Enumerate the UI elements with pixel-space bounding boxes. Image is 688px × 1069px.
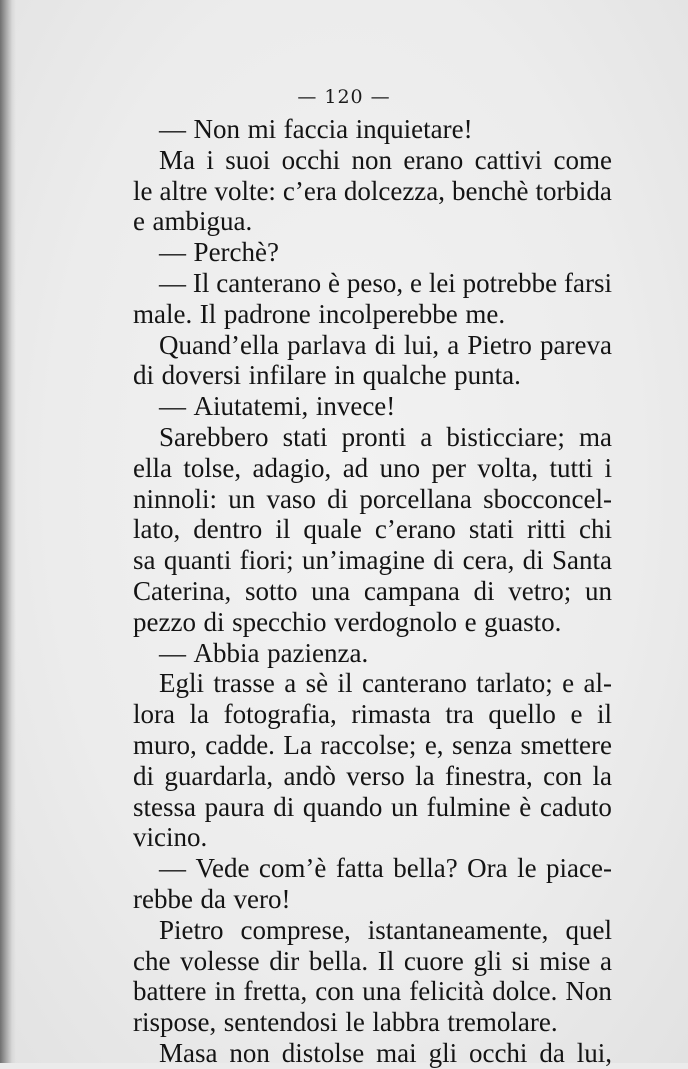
word: muro, (133, 729, 197, 760)
word: Ora (467, 853, 508, 884)
word: mai (376, 1037, 417, 1068)
word: ambigua. (152, 206, 253, 237)
word: di (433, 545, 455, 576)
text-line (133, 114, 612, 145)
word: a (447, 329, 460, 360)
word: a (599, 945, 612, 976)
word: sè (305, 668, 329, 699)
word: ma (578, 421, 612, 452)
word: — (159, 237, 186, 268)
word: Pietro (467, 329, 532, 360)
word: fiori; (239, 545, 294, 576)
word: quel (565, 914, 612, 945)
word: non (229, 1037, 270, 1068)
word: ad (342, 452, 369, 483)
word: mise (539, 945, 591, 976)
word: ella (133, 452, 172, 483)
word: non (351, 144, 392, 175)
word: di (473, 575, 495, 606)
word: vetro; (508, 575, 572, 606)
word: andò (283, 760, 336, 791)
word: è (328, 267, 340, 298)
word: le (517, 853, 537, 884)
word: e (409, 267, 422, 298)
word: i (604, 452, 612, 483)
text-line (133, 1038, 612, 1069)
word: sentendosi (223, 1007, 338, 1038)
word: Vede (195, 853, 250, 884)
word: porcellana (359, 483, 472, 514)
word: cera, (462, 545, 515, 576)
word: di (203, 606, 225, 637)
word: rebbe (133, 883, 193, 914)
text-line (133, 422, 612, 453)
word: e, (424, 729, 444, 760)
word: volta, (477, 452, 539, 483)
word: Perchè? (193, 237, 279, 268)
word: vero! (233, 883, 291, 914)
word: campana (363, 575, 460, 606)
word: lei (428, 267, 456, 298)
word: felicità (409, 976, 485, 1007)
word: cadde. (205, 729, 275, 760)
word: bella? (393, 853, 458, 884)
word: da (539, 1037, 565, 1068)
word: è (519, 791, 532, 822)
word: volte: (214, 175, 276, 206)
word: parlava (287, 329, 367, 360)
word: labbra (372, 1007, 440, 1038)
word: rispose, (133, 1007, 217, 1038)
text-line (133, 853, 612, 884)
text-line (133, 822, 612, 853)
word: Pietro (159, 914, 224, 945)
text-line (133, 576, 612, 607)
word: — (159, 114, 186, 144)
text-line (133, 299, 612, 330)
word: Egli (159, 668, 204, 699)
word: lora (133, 699, 175, 730)
word: stessa (133, 791, 196, 822)
text-line (133, 638, 612, 669)
word: potrebbe (462, 267, 558, 298)
word: fretta, (243, 976, 308, 1007)
text-line (133, 792, 612, 823)
word: la (189, 699, 210, 730)
word: cuore (403, 945, 464, 976)
word: canterano (361, 668, 467, 699)
word: senza (452, 729, 512, 760)
word: di (327, 483, 349, 514)
word: verdognolo (334, 606, 458, 637)
word: battere (133, 976, 207, 1007)
word: invece! (315, 391, 396, 422)
word: lui, (403, 329, 440, 360)
word: in (334, 360, 356, 391)
word: un’imagine (301, 545, 425, 576)
word: mi (247, 114, 277, 144)
word: pezzo (133, 606, 196, 637)
word: al- (583, 668, 612, 699)
word: quanti (163, 545, 232, 576)
word: chi (579, 514, 612, 545)
body-text (133, 114, 612, 1069)
word: e (562, 668, 575, 699)
word: tutti (549, 452, 594, 483)
word: si (511, 945, 530, 976)
word: dentro (193, 514, 263, 545)
word: incolperebbe (318, 298, 458, 329)
text-line (133, 360, 612, 391)
word: istantaneamente, (367, 914, 549, 945)
word: Il (377, 945, 395, 976)
word: comprese, (240, 914, 351, 945)
word: gli (473, 945, 503, 976)
word: per (431, 452, 466, 483)
word: il (596, 699, 612, 730)
word: tarlato; (476, 668, 553, 699)
word: da (200, 883, 226, 914)
word: qualche (362, 360, 447, 391)
word: Santa (552, 545, 612, 576)
word: con (315, 976, 355, 1007)
word: le (345, 1007, 365, 1038)
word: smettere (520, 729, 612, 760)
word: a (284, 668, 297, 699)
word: stati (282, 421, 328, 452)
word: Quand’ella (159, 329, 279, 360)
word: il (275, 514, 291, 545)
word: infilare (248, 360, 327, 391)
word: erano (403, 144, 464, 175)
text-line (133, 237, 612, 268)
text-line (133, 915, 612, 946)
text-line (133, 668, 612, 699)
word: gli (428, 1037, 458, 1068)
word: peso, (346, 267, 404, 298)
word: punta. (454, 360, 521, 391)
word: cattivi (474, 144, 543, 175)
word: guasto. (484, 606, 562, 637)
word: Aiutatemi, (193, 391, 309, 422)
word: Non (193, 114, 241, 144)
word: come (553, 144, 612, 175)
word: farsi (564, 267, 612, 298)
word: tremolare. (447, 1007, 558, 1038)
word: pazienza. (267, 637, 369, 668)
word: i (206, 144, 214, 175)
word: suoi (225, 144, 271, 175)
word: Il (199, 298, 217, 329)
word: stati (468, 514, 514, 545)
word: lui, (576, 1037, 612, 1068)
word: la (415, 760, 435, 791)
word: benchè (452, 175, 529, 206)
word: ninnoli: (133, 483, 218, 514)
word: un (391, 791, 419, 822)
word: Non (565, 976, 612, 1007)
word: le (133, 175, 153, 206)
word: Abbia (193, 637, 260, 668)
word: Il (192, 267, 210, 298)
word: sotto (244, 575, 298, 606)
word: di (522, 545, 544, 576)
word: adagio, (252, 452, 332, 483)
binding-shadow (0, 0, 16, 1063)
text-line (133, 268, 612, 299)
word: — (159, 853, 186, 884)
text-line (133, 607, 612, 638)
word: La (283, 729, 312, 760)
word: il (337, 668, 353, 699)
word: piace- (546, 853, 612, 884)
word: pronti (341, 421, 407, 452)
text-line (133, 484, 612, 515)
word: — (159, 267, 186, 298)
word: volesse (180, 945, 260, 976)
text-line (133, 145, 612, 176)
word: occhi (468, 1037, 528, 1068)
word: paura (204, 791, 265, 822)
word: quando (302, 791, 383, 822)
word: bisticciare; (446, 421, 565, 452)
word: inquietare! (355, 114, 473, 144)
word: specchio (232, 606, 327, 637)
word: ritti (526, 514, 566, 545)
word: pareva (540, 329, 612, 360)
word: c’era (282, 175, 337, 206)
word: a (420, 421, 433, 452)
word: di (133, 360, 155, 391)
text-line (133, 330, 612, 361)
word: com’è (258, 853, 327, 884)
word: doversi (161, 360, 242, 391)
word: quello (488, 699, 556, 730)
word: fatta (335, 853, 384, 884)
word: e (133, 206, 145, 237)
text-line (133, 976, 612, 1007)
word: in (214, 976, 236, 1007)
word: raccolse; (320, 729, 417, 760)
word: occhi (281, 144, 341, 175)
word: rimasta (351, 699, 431, 730)
word: Caterina, (133, 575, 232, 606)
word: fulmine (426, 791, 511, 822)
word: male. (133, 298, 193, 329)
word: — (159, 637, 186, 668)
word: padrone (223, 298, 311, 329)
word: — (159, 391, 186, 422)
text-line (133, 761, 612, 792)
word: tolse, (183, 452, 242, 483)
word: torbida (535, 175, 612, 206)
text-line (133, 514, 612, 545)
text-line (133, 946, 612, 977)
word: Masa (159, 1037, 218, 1068)
word: c’erano (374, 514, 456, 545)
word: un (584, 575, 612, 606)
text-line (133, 1007, 612, 1038)
word: fotografia, (223, 699, 337, 730)
word: dolcezza, (343, 175, 446, 206)
text-line (133, 176, 612, 207)
word: verso (346, 760, 405, 791)
word: finestra, (445, 760, 533, 791)
word: dolce. (492, 976, 558, 1007)
word: faccia (283, 114, 349, 144)
text-line (133, 884, 612, 915)
word: dir (269, 945, 300, 976)
word: caduto (539, 791, 612, 822)
word: canterano (216, 267, 322, 298)
word: distolse (281, 1037, 365, 1068)
word: Ma (159, 144, 195, 175)
text-line (133, 206, 612, 237)
word: guardarla, (164, 760, 274, 791)
text-line (133, 391, 612, 422)
word: una (362, 976, 402, 1007)
word: e (464, 606, 477, 637)
word: vaso (266, 483, 316, 514)
word: sa (133, 545, 156, 576)
word: e (570, 699, 583, 730)
word: di (273, 791, 295, 822)
word: un (228, 483, 256, 514)
word: una (311, 575, 351, 606)
word: uno (379, 452, 421, 483)
page-number: — 120 — (297, 86, 391, 108)
word: tra (445, 699, 474, 730)
word: bella. (308, 945, 369, 976)
word: sbocconcel- (483, 483, 612, 514)
text-line (133, 699, 612, 730)
word: altre (159, 175, 208, 206)
word: me. (465, 298, 506, 329)
text-line (133, 545, 612, 576)
word: vicino. (133, 822, 208, 853)
text-line (133, 453, 612, 484)
word: quale (303, 514, 362, 545)
word: di (133, 760, 155, 791)
word: che (133, 945, 171, 976)
text-line (133, 730, 612, 761)
word: la (592, 760, 612, 791)
word: con (543, 760, 583, 791)
word: trasse (213, 668, 275, 699)
word: di (374, 329, 396, 360)
word: lato, (133, 514, 181, 545)
word: Sarebbero (159, 421, 269, 452)
